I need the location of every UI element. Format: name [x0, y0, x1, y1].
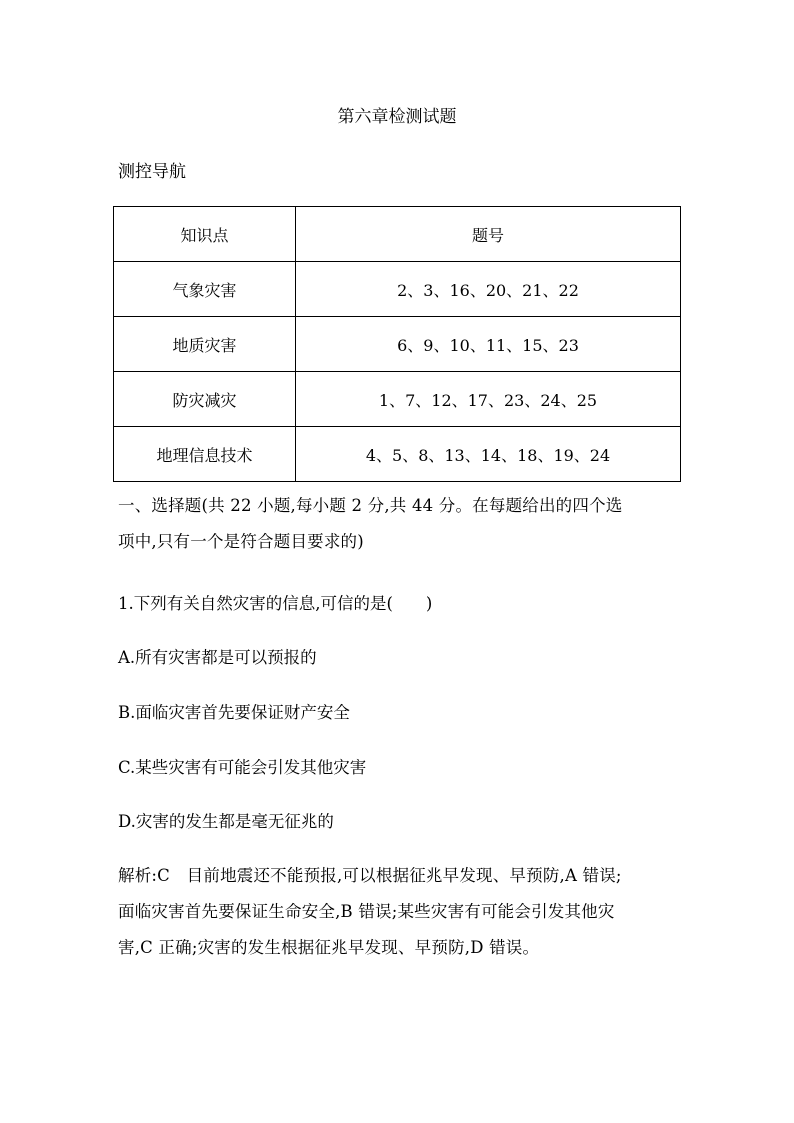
analysis-line: 面临灾害首先要保证生命安全,B 错误;某些灾害有可能会引发其他灾	[118, 902, 615, 921]
option-c: C.某些灾害有可能会引发其他灾害	[118, 758, 367, 777]
analysis-line: 解析:C 目前地震还不能预报,可以根据征兆早发现、早预防,A 错误;	[118, 866, 622, 885]
section-intro-line: 一、选择题(共 22 小题,每小题 2 分,共 44 分。在每题给出的四个选	[118, 496, 623, 515]
table-cell-numbers: 6、9、10、11、15、23	[296, 317, 681, 372]
section-intro	[118, 488, 678, 560]
option-d: D.灾害的发生都是毫无征兆的	[118, 812, 334, 831]
table-cell-topic: 气象灾害	[114, 262, 296, 317]
knowledge-table	[113, 206, 681, 482]
table-cell-numbers: 4、5、8、13、14、18、19、24	[296, 427, 681, 482]
question-stem: 1.下列有关自然灾害的信息,可信的是( )	[118, 594, 433, 613]
table-row	[114, 317, 681, 372]
nav-label: 测控导航	[118, 162, 186, 182]
option-a: A.所有灾害都是可以预报的	[118, 648, 317, 667]
table-row	[114, 427, 681, 482]
table-cell-numbers: 2、3、16、20、21、22	[296, 262, 681, 317]
option-b: B.面临灾害首先要保证财产安全	[118, 703, 350, 722]
table-cell-topic: 防灾减灾	[114, 372, 296, 427]
page-title: 第六章检测试题	[337, 107, 457, 127]
table-header-topic: 知识点	[114, 207, 296, 262]
analysis	[118, 858, 678, 966]
table-header-numbers: 题号	[296, 207, 681, 262]
analysis-line: 害,C 正确;灾害的发生根据征兆早发现、早预防,D 错误。	[118, 938, 540, 957]
table-cell-numbers: 1、7、12、17、23、24、25	[296, 372, 681, 427]
table-cell-topic: 地质灾害	[114, 317, 296, 372]
table-row	[114, 262, 681, 317]
table-cell-topic: 地理信息技术	[114, 427, 296, 482]
table-row	[114, 372, 681, 427]
table-header-row	[114, 207, 681, 262]
section-intro-line: 项中,只有一个是符合题目要求的)	[118, 532, 364, 551]
